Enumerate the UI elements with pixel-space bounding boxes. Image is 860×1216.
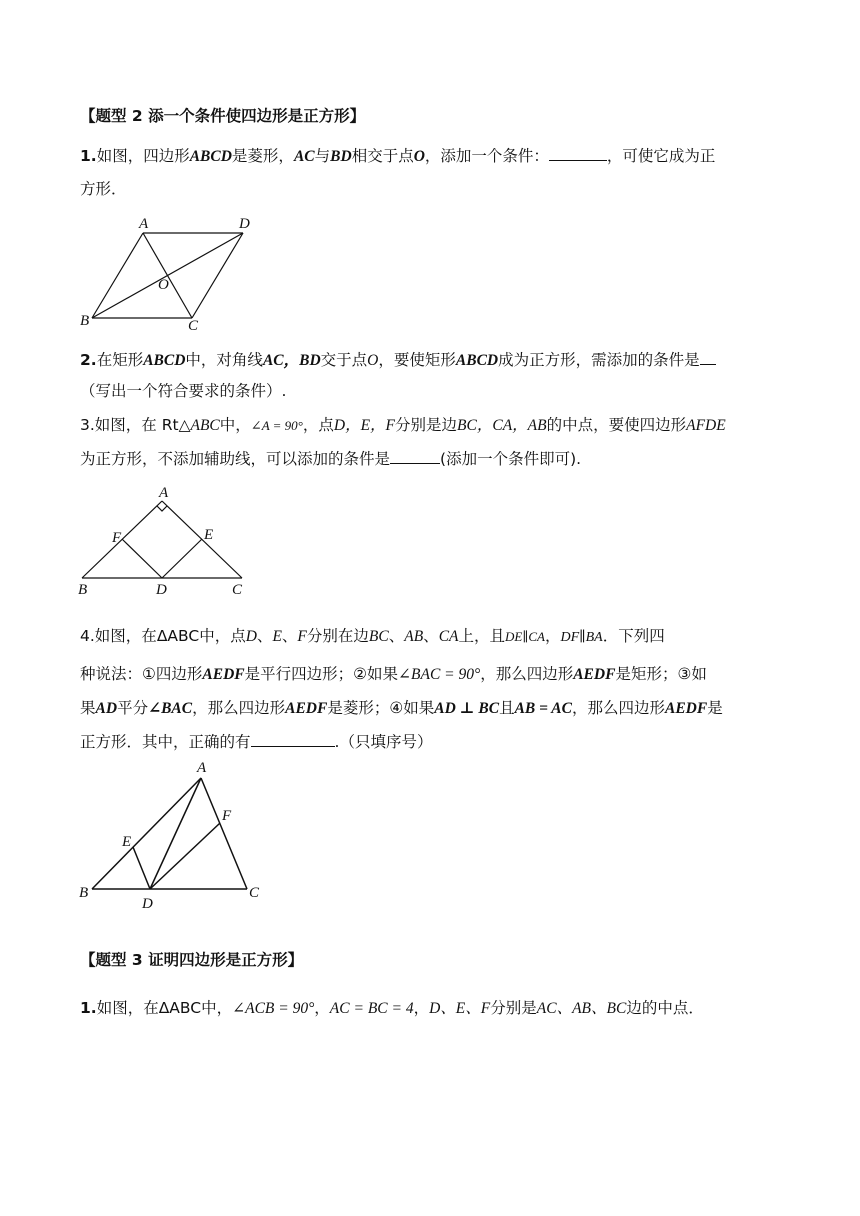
label-f: F (222, 808, 232, 824)
text: 边的中点． (626, 999, 704, 1017)
text: ，那么四边形 (571, 699, 665, 717)
math: D (245, 628, 257, 645)
math: F (297, 628, 307, 645)
question-3-line-1 (80, 415, 726, 436)
math: AEDF (202, 666, 245, 683)
math: D，E，F (333, 417, 396, 434)
rhombus-figure (76, 212, 266, 336)
text: 上，且 (458, 627, 506, 645)
math: AD (95, 700, 118, 717)
label-b: B (79, 885, 89, 901)
label-c: C (188, 318, 199, 334)
triangle-parallelogram-figure (74, 758, 274, 910)
text: 是平行四边形；②如果 (244, 665, 399, 683)
question-number: 2. (80, 351, 97, 369)
text: ， (314, 999, 330, 1017)
label-c: C (249, 885, 260, 901)
math: AEDF (573, 666, 616, 683)
text: 成为正方形，需添加的条件是 (498, 351, 700, 369)
text: 如图，在 Rt△ (94, 416, 191, 434)
text: 为正方形，不添加辅助线，可以添加的条件是 (80, 450, 391, 468)
math: CA (438, 628, 459, 645)
text: 平分 (117, 699, 149, 717)
text: ，要使矩形 (378, 351, 456, 369)
question-1-line-1 (80, 146, 715, 167)
text: 、 (423, 627, 439, 645)
text: ， (544, 627, 561, 645)
label-d: D (156, 582, 167, 598)
question-4-line-4 (80, 732, 432, 752)
text: 、 (256, 627, 273, 645)
answer-blank[interactable] (390, 449, 440, 464)
text: ，添加一个条件： (424, 147, 549, 165)
label-o: O (158, 277, 169, 293)
label-a: A (139, 216, 149, 232)
question-2-line-2: （写出一个符合要求的条件）. (80, 382, 287, 400)
math: AD ⊥ BC (434, 700, 500, 717)
label-c: C (232, 582, 243, 598)
math: AC = BC = 4 (329, 1000, 414, 1017)
text: ．下列四 (602, 627, 665, 645)
text: 与 (314, 147, 331, 165)
section-title-2: 【题型 2 添一个条件使四边形是正方形】 (80, 107, 366, 125)
text: 是菱形， (231, 147, 294, 165)
math: AEDF (285, 700, 328, 717)
text: 分别是边 (395, 416, 458, 434)
math: ∠ACB = 90° (232, 1000, 315, 1017)
text: 分别是 (490, 999, 537, 1017)
question-4-line-1 (80, 626, 665, 648)
answer-blank[interactable] (251, 732, 335, 747)
question-3-line-2 (80, 449, 581, 469)
math: O (367, 352, 379, 369)
text: 正方形．其中，正确的有 (80, 733, 251, 751)
text: 种说法：①四边形 (80, 665, 203, 683)
question-number: 1. (80, 999, 97, 1017)
answer-blank[interactable] (549, 146, 607, 161)
math: BC (368, 628, 389, 645)
math: ABCD (189, 148, 232, 165)
label-b: B (78, 582, 88, 598)
text: 果 (80, 699, 96, 717)
math: AEDF (664, 700, 708, 717)
text: ，那么四边形 (480, 665, 574, 683)
question-2-line-1 (80, 350, 716, 371)
text: 如图，四边形 (96, 147, 190, 165)
math: DE∥CA (505, 629, 545, 644)
math: AC (293, 148, 315, 165)
math: D、E、F (429, 1000, 491, 1017)
math: AFDE (686, 417, 726, 434)
text: 且 (499, 699, 515, 717)
text: 相交于点 (351, 147, 414, 165)
math: O (413, 148, 425, 165)
math: ∠A = 90° (250, 418, 303, 433)
math: ΔABC (156, 627, 200, 645)
text: ，可使它成为正 (606, 147, 716, 165)
text: 、 (281, 627, 298, 645)
text: 是 (707, 699, 723, 717)
text: 是菱形；④如果 (327, 699, 435, 717)
math: E (272, 628, 282, 645)
text: 中，点 (199, 627, 246, 645)
text: 中， (219, 416, 251, 434)
question-4-line-2 (80, 664, 707, 685)
label-e: E (122, 834, 132, 850)
text: 如图，在 (94, 627, 157, 645)
label-a: A (197, 760, 207, 776)
answer-blank[interactable] (700, 350, 716, 365)
math: ABCD (143, 352, 186, 369)
text: 中， (201, 999, 233, 1017)
math: ABC (190, 417, 220, 434)
question-number: 3. (80, 416, 95, 434)
text: 是矩形；③如 (615, 665, 707, 683)
math: BC，CA，AB (457, 417, 547, 434)
text: 分别在边 (306, 627, 369, 645)
question-number: 4. (80, 627, 95, 645)
label-d: D (239, 216, 250, 232)
math: ∠BAC (148, 700, 193, 717)
text: ， (413, 999, 430, 1017)
section-title-3: 【题型 3 证明四边形是正方形】 (80, 951, 304, 969)
text: 中，对角线 (185, 351, 263, 369)
label-b: B (80, 313, 90, 329)
label-d: D (142, 896, 153, 912)
text: 的中点，要使四边形 (546, 416, 687, 434)
text: ，点 (302, 416, 334, 434)
math: AC、AB、BC (536, 1000, 627, 1017)
section-3-question-1 (80, 998, 704, 1019)
text: ，那么四边形 (192, 699, 286, 717)
triangle-square-figure (74, 484, 254, 600)
math: DF∥BA (560, 630, 603, 645)
question-4-line-3 (80, 698, 723, 719)
text: 在矩形 (96, 351, 144, 369)
math: AB (404, 628, 424, 645)
math: AB = AC (514, 700, 572, 717)
question-number: 1. (80, 147, 97, 165)
math: AC，BD (262, 352, 321, 369)
math: ∠BAC = 90° (398, 666, 481, 683)
question-1-line-2: 方形． (80, 180, 127, 198)
math: ΔABC (158, 999, 202, 1017)
text: (添加一个条件即可). (440, 450, 582, 468)
text: 、 (388, 627, 405, 645)
label-e: E (204, 527, 214, 543)
math: BD (330, 148, 352, 165)
text: 如图，在 (96, 999, 159, 1017)
text: .（只填序号） (334, 733, 433, 751)
label-f: F (112, 530, 122, 546)
text: 交于点 (320, 351, 368, 369)
label-a: A (159, 485, 169, 501)
math: ABCD (455, 352, 499, 369)
